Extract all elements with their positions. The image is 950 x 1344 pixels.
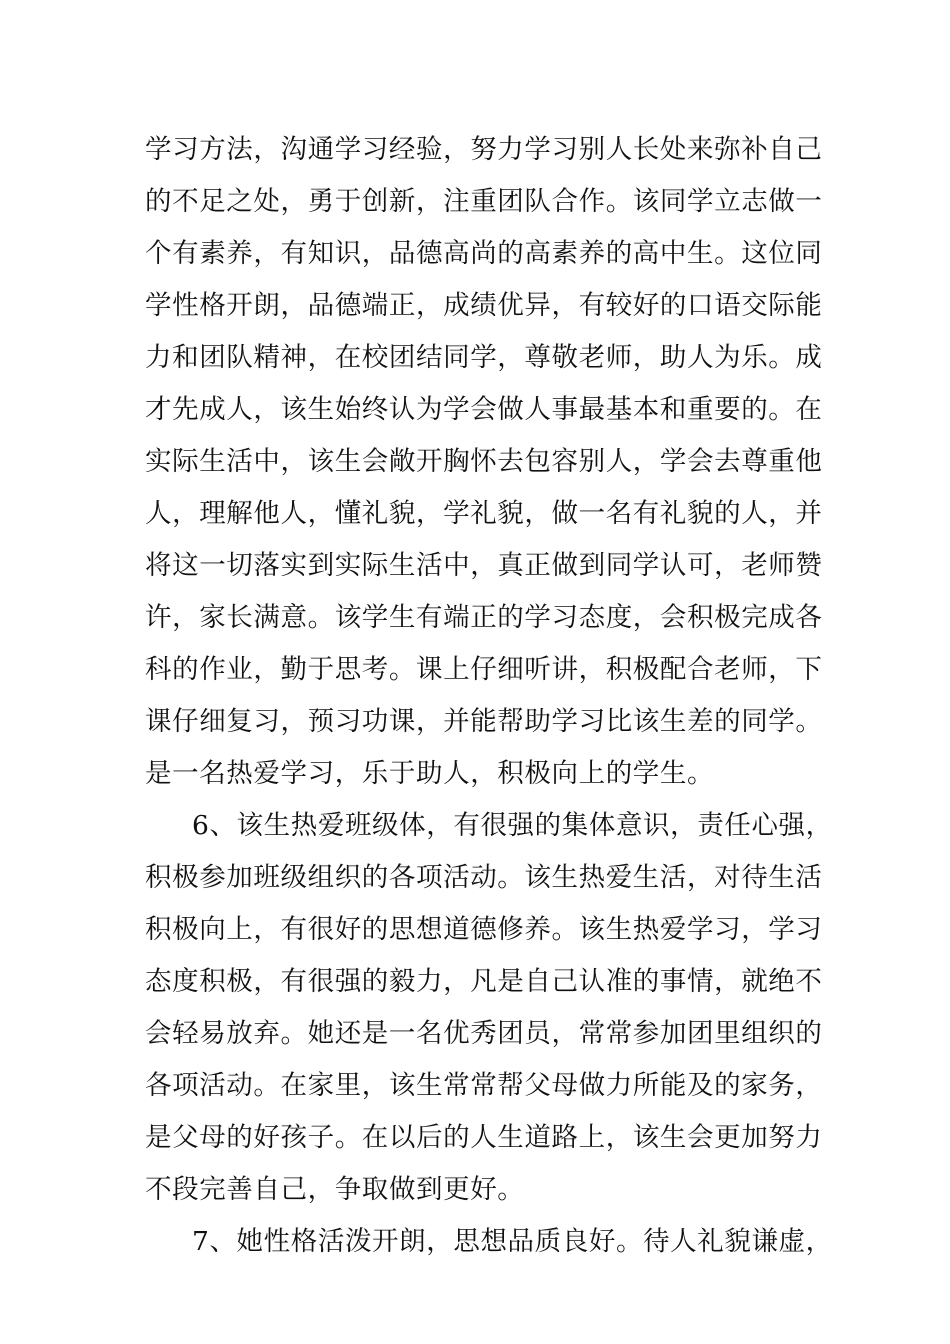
text-line: 会轻易放弃。她还是一名优秀团员，常常参加团里组织的 [145,1018,823,1049]
text-line: 不段完善自己，争取做到更好。 [145,1174,525,1205]
text-line: 是父母的好孩子。在以后的人生道路上，该生会更加努力 [145,1122,823,1153]
text-line: 的不足之处，勇于创新，注重团队合作。该同学立志做一 [145,186,823,217]
text-line: 积极向上，有很好的思想道德修养。该生热爱学习，学习 [145,914,823,945]
paragraph-first-line: 7、她性格活泼开朗，思想品质良好。待人礼貌谦虚， [192,1226,833,1257]
text-line: 将这一切落实到实际生活中，真正做到同学认可，老师赞 [145,550,823,581]
text-line: 积极参加班级组织的各项活动。该生热爱生活，对待生活 [145,862,823,893]
text-line: 人，理解他人，懂礼貌，学礼貌，做一名有礼貌的人，并 [145,498,823,529]
text-line: 学性格开朗，品德端正，成绩优异，有较好的口语交际能 [145,290,823,321]
paragraph-first-line: 6、该生热爱班级体，有很强的集体意识，责任心强， [192,810,833,841]
text-line: 态度积极，有很强的毅力，凡是自己认准的事情，就绝不 [145,966,823,997]
text-line: 课仔细复习，预习功课，并能帮助学习比该生差的同学。 [145,706,823,737]
text-line: 是一名热爱学习，乐于助人，积极向上的学生。 [145,758,715,789]
text-line: 才先成人，该生始终认为学会做人事最基本和重要的。在 [145,394,823,425]
text-line: 实际生活中，该生会敞开胸怀去包容别人，学会去尊重他 [145,446,823,477]
text-line: 学习方法，沟通学习经验，努力学习别人长处来弥补自己 [145,134,823,165]
text-line: 许，家长满意。该学生有端正的学习态度，会积极完成各 [145,602,823,633]
text-line: 力和团队精神，在校团结同学，尊敬老师，助人为乐。成 [145,342,823,373]
text-line: 各项活动。在家里，该生常常帮父母做力所能及的家务， [145,1070,823,1101]
text-line: 科的作业，勤于思考。课上仔细听讲，积极配合老师，下 [145,654,823,685]
text-line: 个有素养，有知识，品德高尚的高素养的高中生。这位同 [145,238,823,269]
